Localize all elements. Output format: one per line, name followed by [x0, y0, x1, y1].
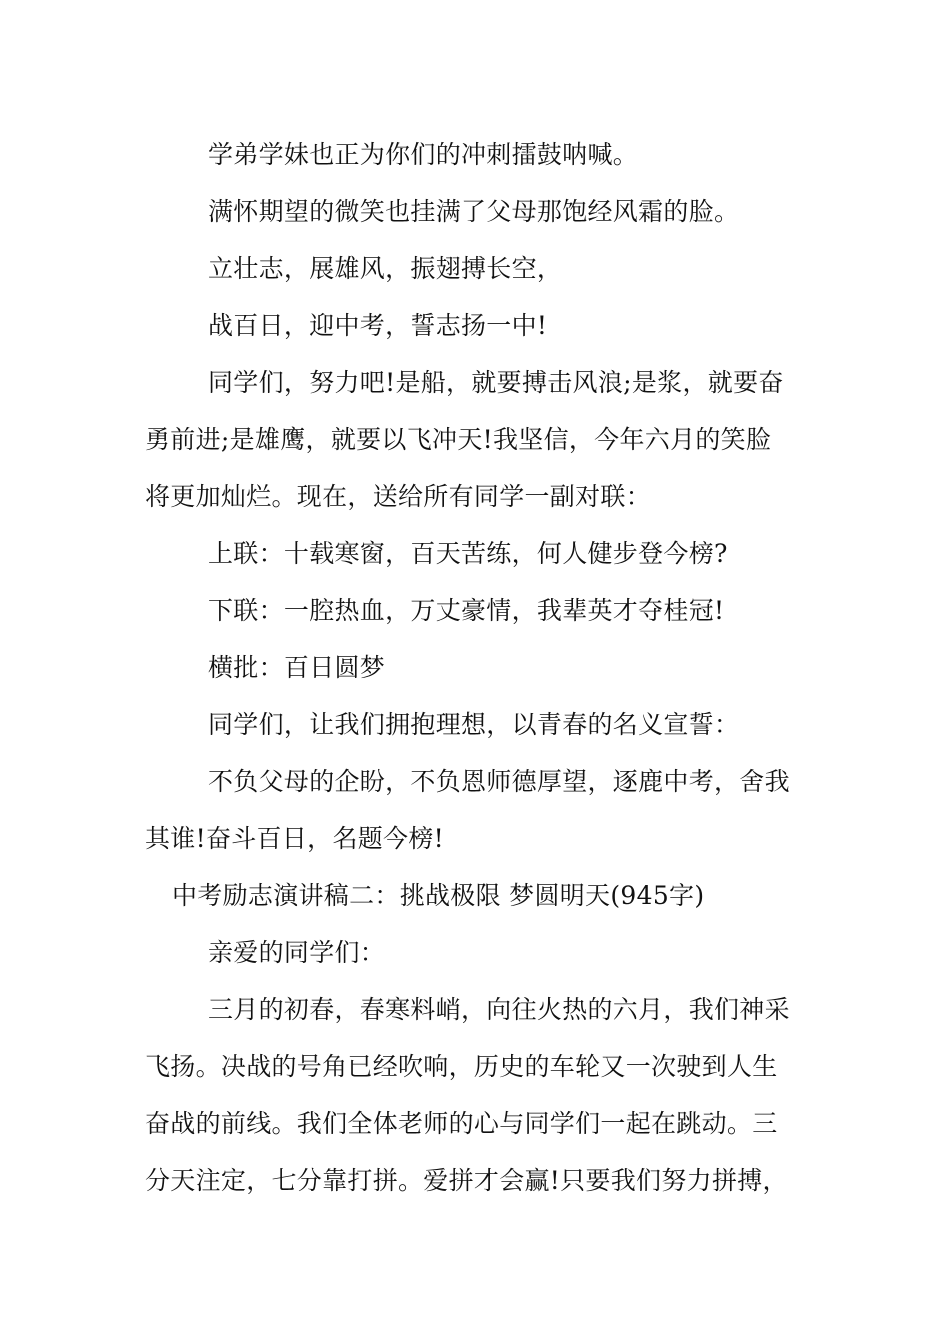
couplet-upper: 上联：十载寒窗，百天苦练，何人健步登今榜? [208, 539, 728, 568]
text-line: 奋战的前线。我们全体老师的心与同学们一起在跳动。三 [145, 1109, 778, 1138]
text-line: 满怀期望的微笑也挂满了父母那饱经风霜的脸。 [208, 197, 740, 226]
salutation: 亲爱的同学们： [208, 938, 386, 967]
text-line: 同学们，努力吧!是船，就要搏击风浪;是浆，就要奋 [208, 368, 784, 397]
text-line: 三月的初春，春寒料峭，向往火热的六月，我们神采 [208, 995, 790, 1024]
text-line: 将更加灿烂。现在，送给所有同学一副对联： [145, 482, 652, 511]
couplet-lower: 下联：一腔热血，万丈豪情，我辈英才夺桂冠! [208, 596, 725, 625]
text-line: 学弟学妹也正为你们的冲刺擂鼓呐喊。 [208, 140, 639, 169]
text-line: 不负父母的企盼，不负恩师德厚望，逐鹿中考，舍我 [208, 767, 790, 796]
text-line: 其谁!奋斗百日，名题今榜! [145, 824, 444, 853]
text-line: 战百日，迎中考，誓志扬一中! [208, 311, 548, 340]
couplet-horizontal: 横批：百日圆梦 [208, 653, 386, 682]
text-line: 勇前进;是雄鹰，就要以飞冲天!我坚信，今年六月的笑脸 [145, 425, 772, 454]
text-line: 立壮志，展雄风，振翅搏长空， [208, 254, 563, 283]
text-line: 飞扬。决战的号角已经吹响，历史的车轮又一次驶到人生 [145, 1052, 778, 1081]
text-line: 分天注定，七分靠打拼。爱拼才会赢!只要我们努力拼搏， [145, 1166, 788, 1195]
text-line: 同学们，让我们拥抱理想，以青春的名义宣誓： [208, 710, 740, 739]
section-heading: 中考励志演讲稿二：挑战极限 梦圆明天(945字) [172, 881, 705, 910]
document-body [145, 126, 807, 1209]
